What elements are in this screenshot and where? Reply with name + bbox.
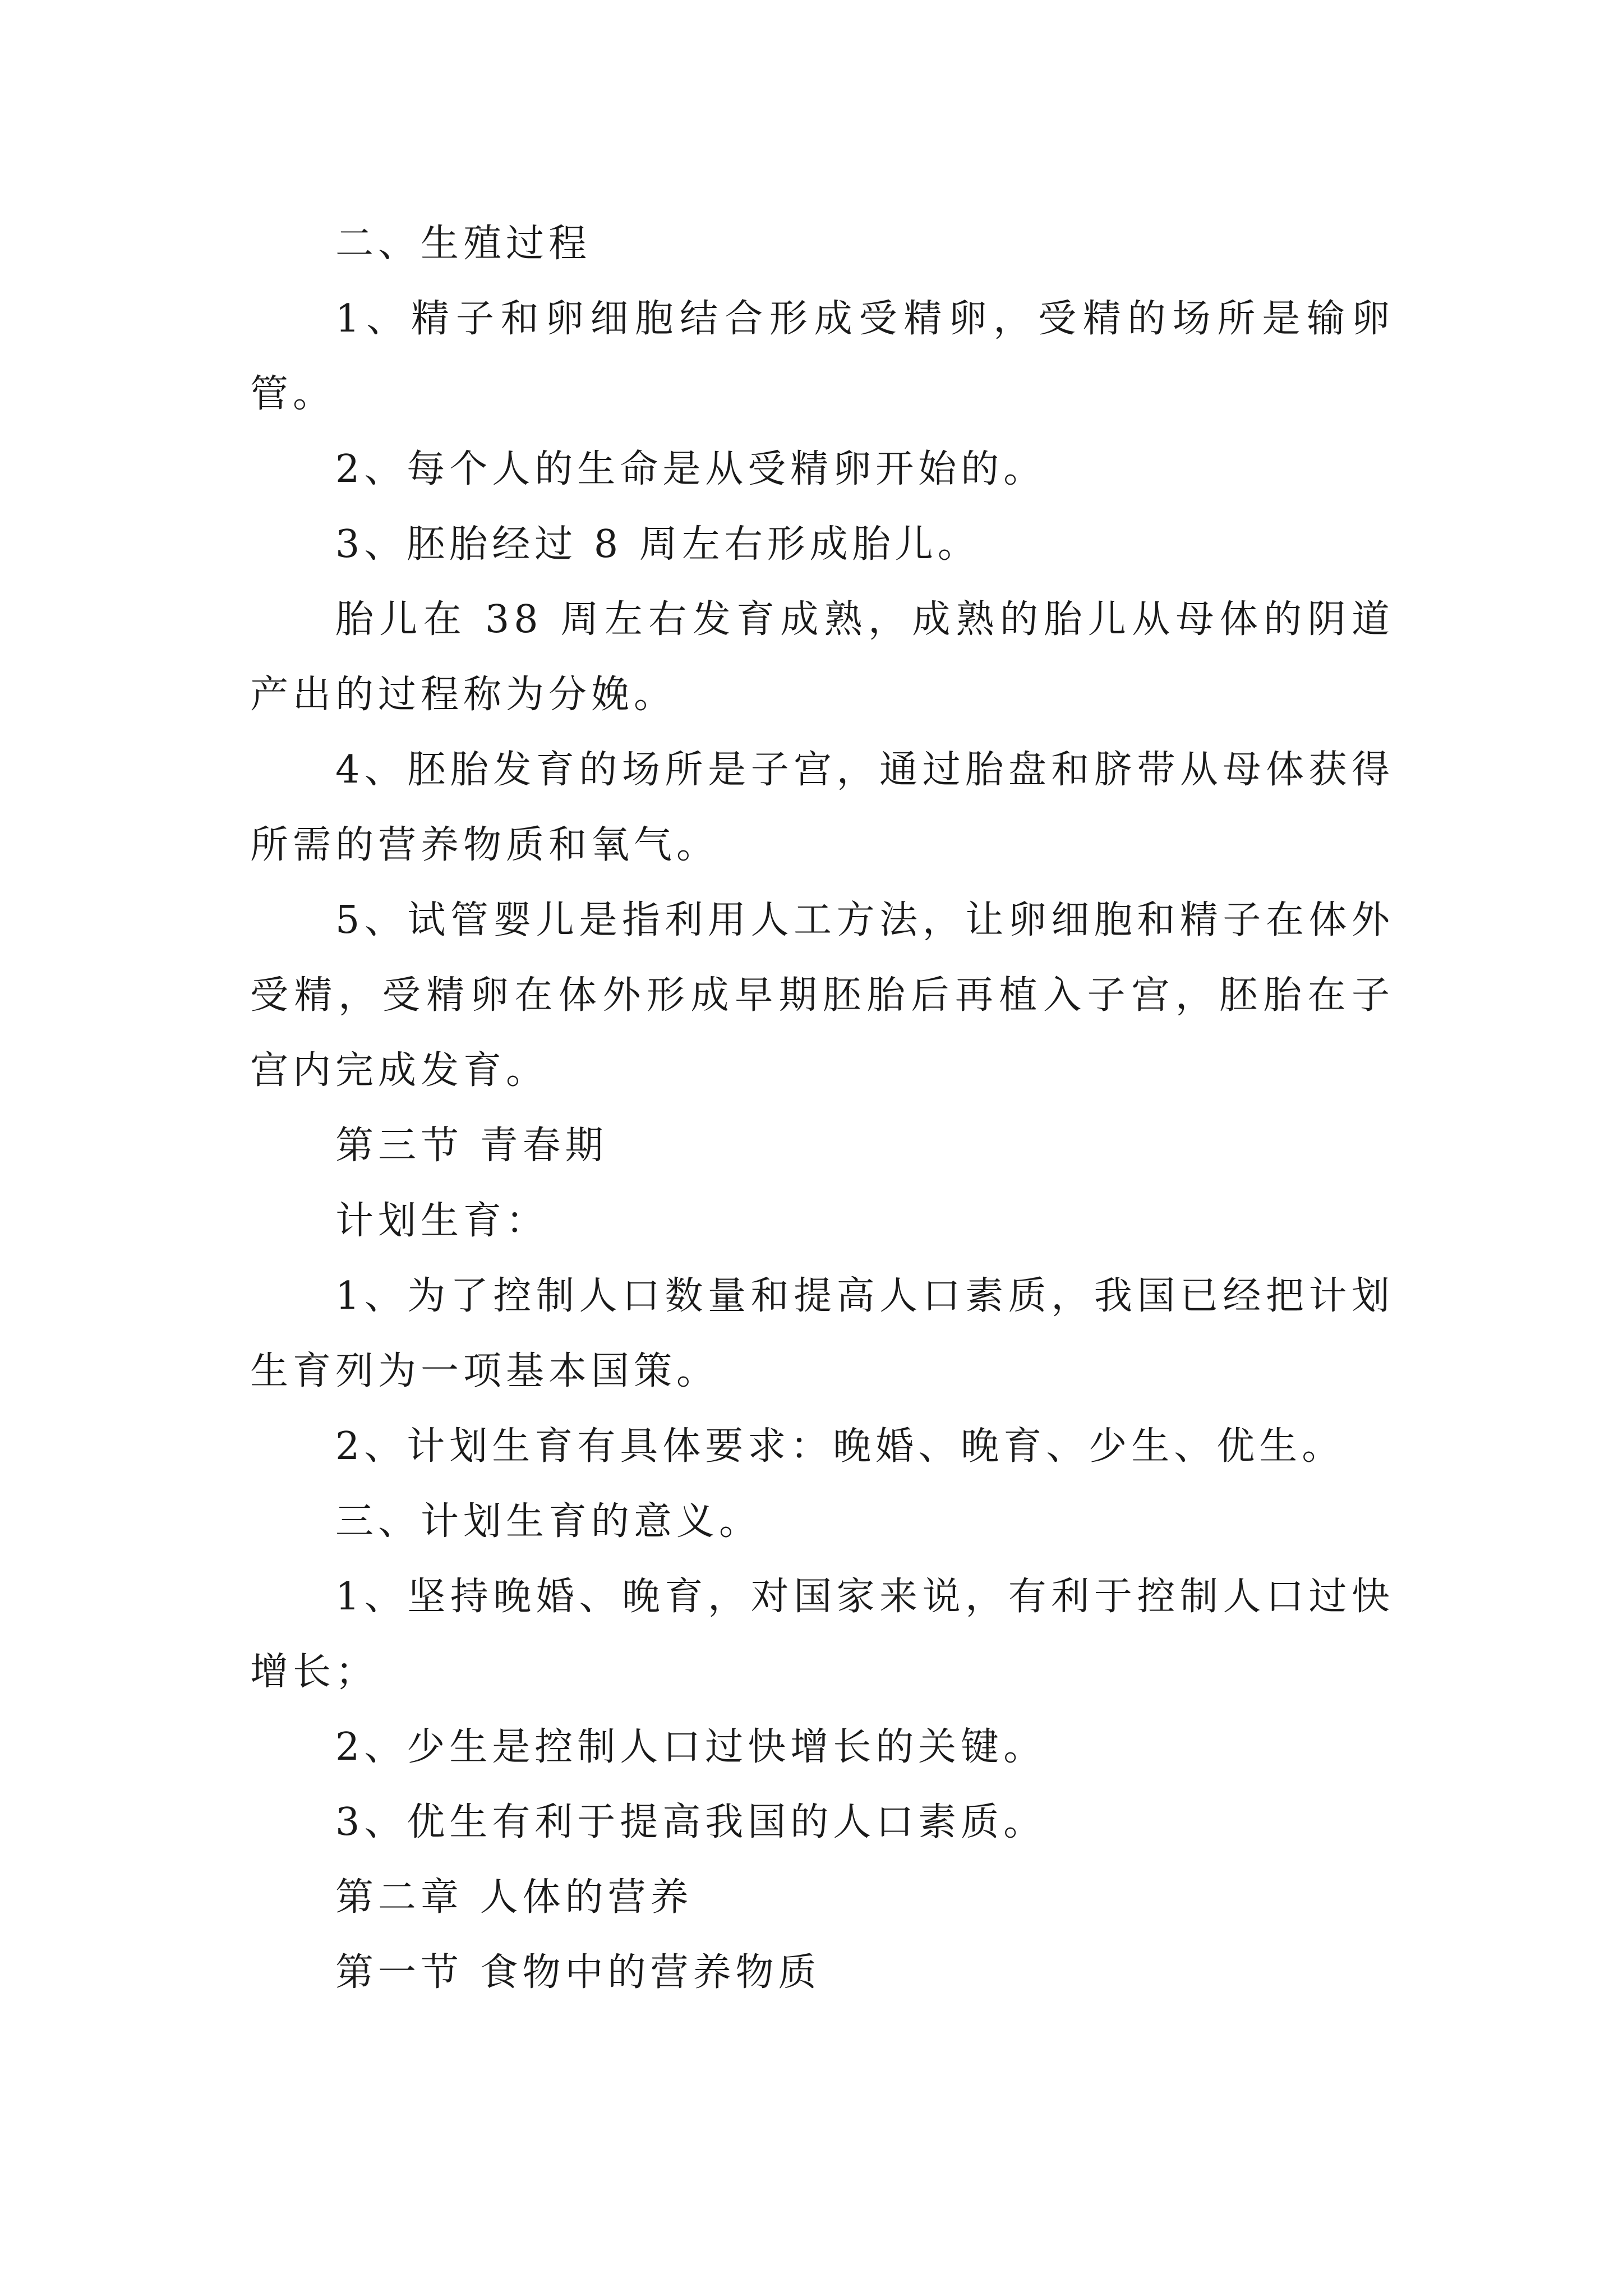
paragraph-planning-requirements: 2、计划生育有具体要求：晚婚、晚育、少生、优生。 bbox=[335, 1424, 1345, 1469]
section-heading-reproduction-process: 二、生殖过程 bbox=[335, 222, 592, 266]
subheading-family-planning: 计划生育： bbox=[335, 1199, 549, 1243]
paragraph-life-begins: 2、每个人的生命是从受精卵开始的。 bbox=[335, 447, 1046, 491]
paragraph-ivf: 5、试管婴儿是指利用人工方法，让卵细胞和精子在体外受精，受精卵在体外形成早期胚胎后再植入子宫，胚胎在子宫内完成发育。 bbox=[250, 898, 1394, 1093]
section-heading-puberty: 第三节 青春期 bbox=[335, 1124, 608, 1168]
paragraph-embryo-8-weeks: 3、胚胎经过 8 周左右形成胎儿。 bbox=[335, 522, 980, 567]
paragraph-uterus-placenta: 4、胚胎发育的场所是子宫，通过胎盘和脐带从母体获得所需的营养物质和氧气。 bbox=[250, 748, 1394, 867]
paragraph-birth: 胎儿在 38 周左右发育成熟，成熟的胎儿从母体的阴道产出的过程称为分娩。 bbox=[250, 597, 1394, 717]
paragraph-late-marriage: 1、坚持晚婚、晚育，对国家来说，有利于控制人口过快增长； bbox=[250, 1575, 1394, 1694]
section-heading-food-nutrients: 第一节 食物中的营养物质 bbox=[335, 1950, 821, 1995]
paragraph-national-policy: 1、为了控制人口数量和提高人口素质，我国已经把计划生育列为一项基本国策。 bbox=[250, 1274, 1394, 1393]
document-body bbox=[250, 206, 1394, 2010]
chapter-heading-human-nutrition: 第二章 人体的营养 bbox=[335, 1875, 693, 1920]
paragraph-fertilization: 1、精子和卵细胞结合形成受精卵，受精的场所是输卵管。 bbox=[250, 297, 1394, 416]
paragraph-healthy-births: 3、优生有利于提高我国的人口素质。 bbox=[335, 1800, 1046, 1844]
section-heading-planning-significance: 三、计划生育的意义。 bbox=[335, 1499, 762, 1544]
paragraph-fewer-births: 2、少生是控制人口过快增长的关键。 bbox=[335, 1725, 1046, 1769]
